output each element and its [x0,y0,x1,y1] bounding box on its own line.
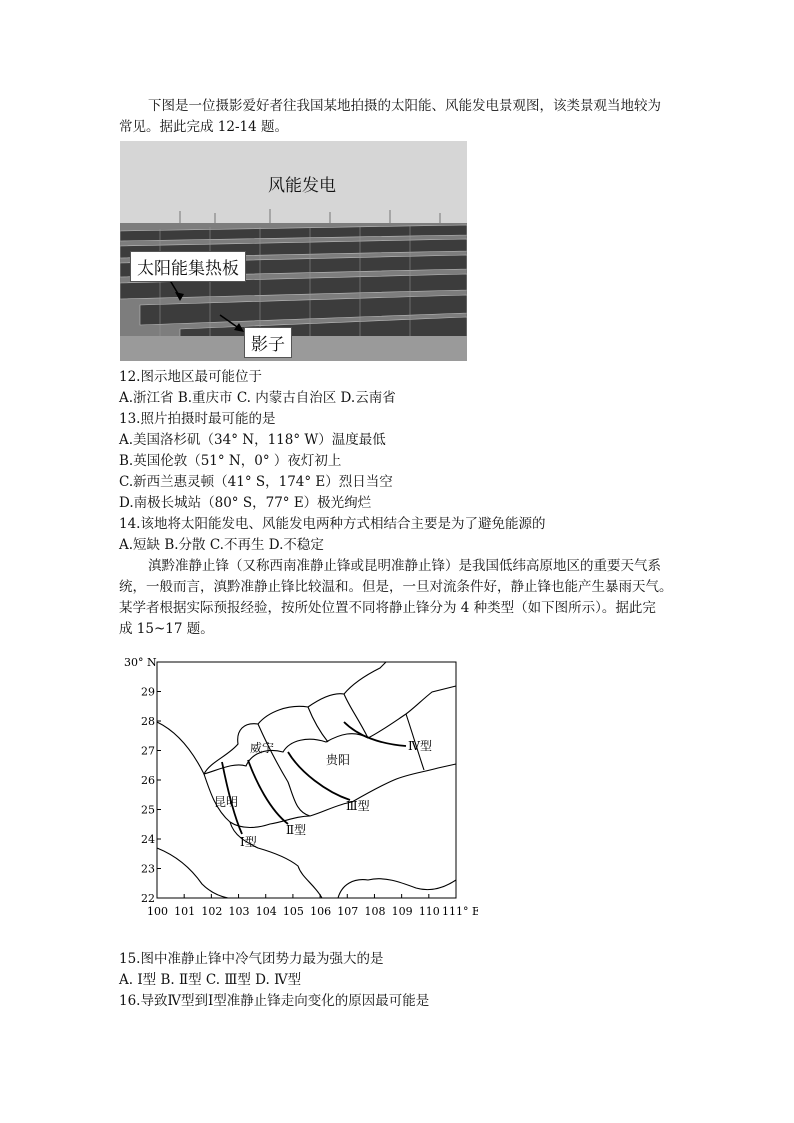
q13-option-a: A.美国洛杉矶（34° N，118° W）温度最低 [119,432,386,448]
label-type-2: Ⅱ型 [286,823,307,837]
x-tick-label: 105 [282,905,304,918]
city-kunming: 昆明 [214,795,239,809]
passage2-line-3: 某学者根据实际预报经验，按所处位置不同将静止锋分为 4 种类型（如下图所示）。据此完 [119,600,656,616]
x-tick-label: 100 [147,905,168,918]
x-last-label: 111° E [442,905,478,918]
x-tick-label: 103 [228,905,250,918]
x-tick-label: 109 [391,905,413,918]
q14-stem: 14.该地将太阳能发电、风能发电两种方式相结合主要是为了避免能源的 [119,516,546,532]
y-tick-label: 29 [141,685,155,699]
x-tick-label: 101 [174,905,196,918]
x-tick-label: 104 [255,905,277,918]
q14-options: A.短缺 B.分散 C.不再生 D.不稳定 [119,537,324,553]
label-type-4: Ⅳ型 [408,739,432,753]
city-guiyang: 贵阳 [326,753,351,767]
y-tick-label: 23 [141,862,155,876]
intro-line-2: 常见。据此完成 12-14 题。 [119,119,289,135]
y-top-label: 30° N [124,656,157,669]
x-tick-label: 108 [364,905,386,918]
q13-option-d: D.南极长城站（80° S，77° E）极光绚烂 [119,495,372,511]
city-weining: 威宁 [250,741,275,755]
passage2-line-1: 滇黔准静止锋（又称西南准静止锋或昆明准静止锋）是我国低纬高原地区的重要天气系 [148,558,661,574]
x-tick-label: 110 [418,905,440,918]
label-solar-panel: 太阳能集热板 [130,251,246,282]
passage2-line-2: 统，一般而言，滇黔准静止锋比较温和。但是，一旦对流条件好，静止锋也能产生暴雨天气。 [119,579,673,595]
passage2-line-4: 成 15~17 题。 [119,621,214,637]
y-tick-label: 28 [141,715,155,728]
y-tick-label: 25 [141,803,155,817]
q15-stem: 15.图中准静止锋中冷气团势力最为强大的是 [119,951,384,967]
y-tick-label: 24 [141,833,155,846]
label-shadow: 影子 [244,327,292,358]
q12-options: A.浙江省 B.重庆市 C. 内蒙古自治区 D.云南省 [119,390,396,406]
label-wind-power: 风能发电 [262,169,342,198]
label-type-3: Ⅲ型 [346,799,370,813]
q15-options: A. Ⅰ型 B. Ⅱ型 C. Ⅲ型 D. Ⅳ型 [119,972,302,988]
y-tick-label: 26 [141,774,155,787]
x-tick-label: 107 [337,905,359,918]
x-tick-label: 106 [310,905,332,918]
q13-option-c: C.新西兰惠灵顿（41° S，174° E）烈日当空 [119,474,393,490]
y-tick-label: 27 [141,744,155,758]
front-map-svg [118,652,478,924]
solar-wind-photo [120,141,467,361]
intro-line-1: 下图是一位摄影爱好者往我国某地拍摄的太阳能、风能发电景观图，该类景观当地较为 [148,98,661,114]
map-frame [157,662,456,898]
q13-option-b: B.英国伦敦（51° N，0° ）夜灯初上 [119,453,342,469]
q16-stem: 16.导致Ⅳ型到Ⅰ型准静止锋走向变化的原因最可能是 [119,993,430,1009]
label-type-1: Ⅰ型 [240,835,257,849]
x-tick-label: 102 [201,905,223,918]
front-map [118,652,478,924]
q12-stem: 12.图示地区最可能位于 [119,369,262,385]
y-tick-label: 22 [141,892,155,905]
q13-stem: 13.照片拍摄时最可能的是 [119,411,276,427]
